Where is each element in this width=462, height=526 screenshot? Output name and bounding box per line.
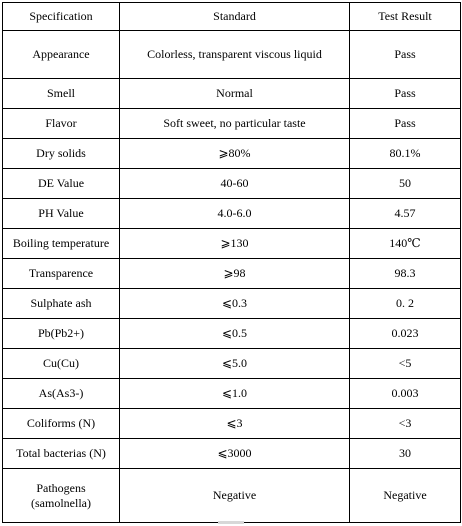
table-row xyxy=(3,349,461,379)
page-edge-mark xyxy=(218,521,244,524)
table-row xyxy=(3,409,461,439)
spec-cell: Smell xyxy=(3,79,120,109)
standard-cell: ⩽3000 xyxy=(120,439,350,469)
result-cell: <3 xyxy=(350,409,461,439)
table-row xyxy=(3,139,461,169)
result-cell: 0.003 xyxy=(350,379,461,409)
specification-table xyxy=(2,2,461,523)
header-specification: Specification xyxy=(3,3,120,31)
standard-cell: ⩽0.5 xyxy=(120,319,350,349)
standard-cell: Negative xyxy=(120,469,350,523)
spec-cell: Flavor xyxy=(3,109,120,139)
header-test-result: Test Result xyxy=(350,3,461,31)
result-cell: 4.57 xyxy=(350,199,461,229)
header-standard: Standard xyxy=(120,3,350,31)
table-row xyxy=(3,199,461,229)
table-row xyxy=(3,319,461,349)
result-cell: Negative xyxy=(350,469,461,523)
result-cell: 80.1% xyxy=(350,139,461,169)
spec-cell: Coliforms (N) xyxy=(3,409,120,439)
result-cell: 0.023 xyxy=(350,319,461,349)
standard-cell: ⩽5.0 xyxy=(120,349,350,379)
table-row xyxy=(3,31,461,79)
table-row xyxy=(3,79,461,109)
result-cell: Pass xyxy=(350,31,461,79)
spec-cell: Appearance xyxy=(3,31,120,79)
spec-cell: PH Value xyxy=(3,199,120,229)
result-cell: 0. 2 xyxy=(350,289,461,319)
result-cell: <5 xyxy=(350,349,461,379)
result-cell: 30 xyxy=(350,439,461,469)
standard-cell: 4.0-6.0 xyxy=(120,199,350,229)
table-row xyxy=(3,229,461,259)
spec-cell: Sulphate ash xyxy=(3,289,120,319)
result-cell: 98.3 xyxy=(350,259,461,289)
table-header-row xyxy=(3,3,461,31)
result-cell: 140℃ xyxy=(350,229,461,259)
spec-cell: Transparence xyxy=(3,259,120,289)
table-row xyxy=(3,379,461,409)
standard-cell: ⩽1.0 xyxy=(120,379,350,409)
table-row xyxy=(3,439,461,469)
table-row xyxy=(3,469,461,523)
standard-cell: Soft sweet, no particular taste xyxy=(120,109,350,139)
spec-cell: Total bacterias (N) xyxy=(3,439,120,469)
spec-cell: DE Value xyxy=(3,169,120,199)
table-row xyxy=(3,289,461,319)
table-row xyxy=(3,109,461,139)
standard-cell: ⩾130 xyxy=(120,229,350,259)
table-row xyxy=(3,169,461,199)
standard-cell: Normal xyxy=(120,79,350,109)
standard-cell: ⩽3 xyxy=(120,409,350,439)
standard-cell: ⩽0.3 xyxy=(120,289,350,319)
result-cell: 50 xyxy=(350,169,461,199)
spec-cell: Cu(Cu) xyxy=(3,349,120,379)
spec-cell: Pathogens (samolnella) xyxy=(3,469,120,523)
result-cell: Pass xyxy=(350,109,461,139)
standard-cell: ⩾80% xyxy=(120,139,350,169)
standard-cell: 40-60 xyxy=(120,169,350,199)
standard-cell: ⩾98 xyxy=(120,259,350,289)
spec-cell: Boiling temperature xyxy=(3,229,120,259)
standard-cell: Colorless, transparent viscous liquid xyxy=(120,31,350,79)
spec-cell: As(As3-) xyxy=(3,379,120,409)
spec-cell: Dry solids xyxy=(3,139,120,169)
table-row xyxy=(3,259,461,289)
spec-cell: Pb(Pb2+) xyxy=(3,319,120,349)
result-cell: Pass xyxy=(350,79,461,109)
